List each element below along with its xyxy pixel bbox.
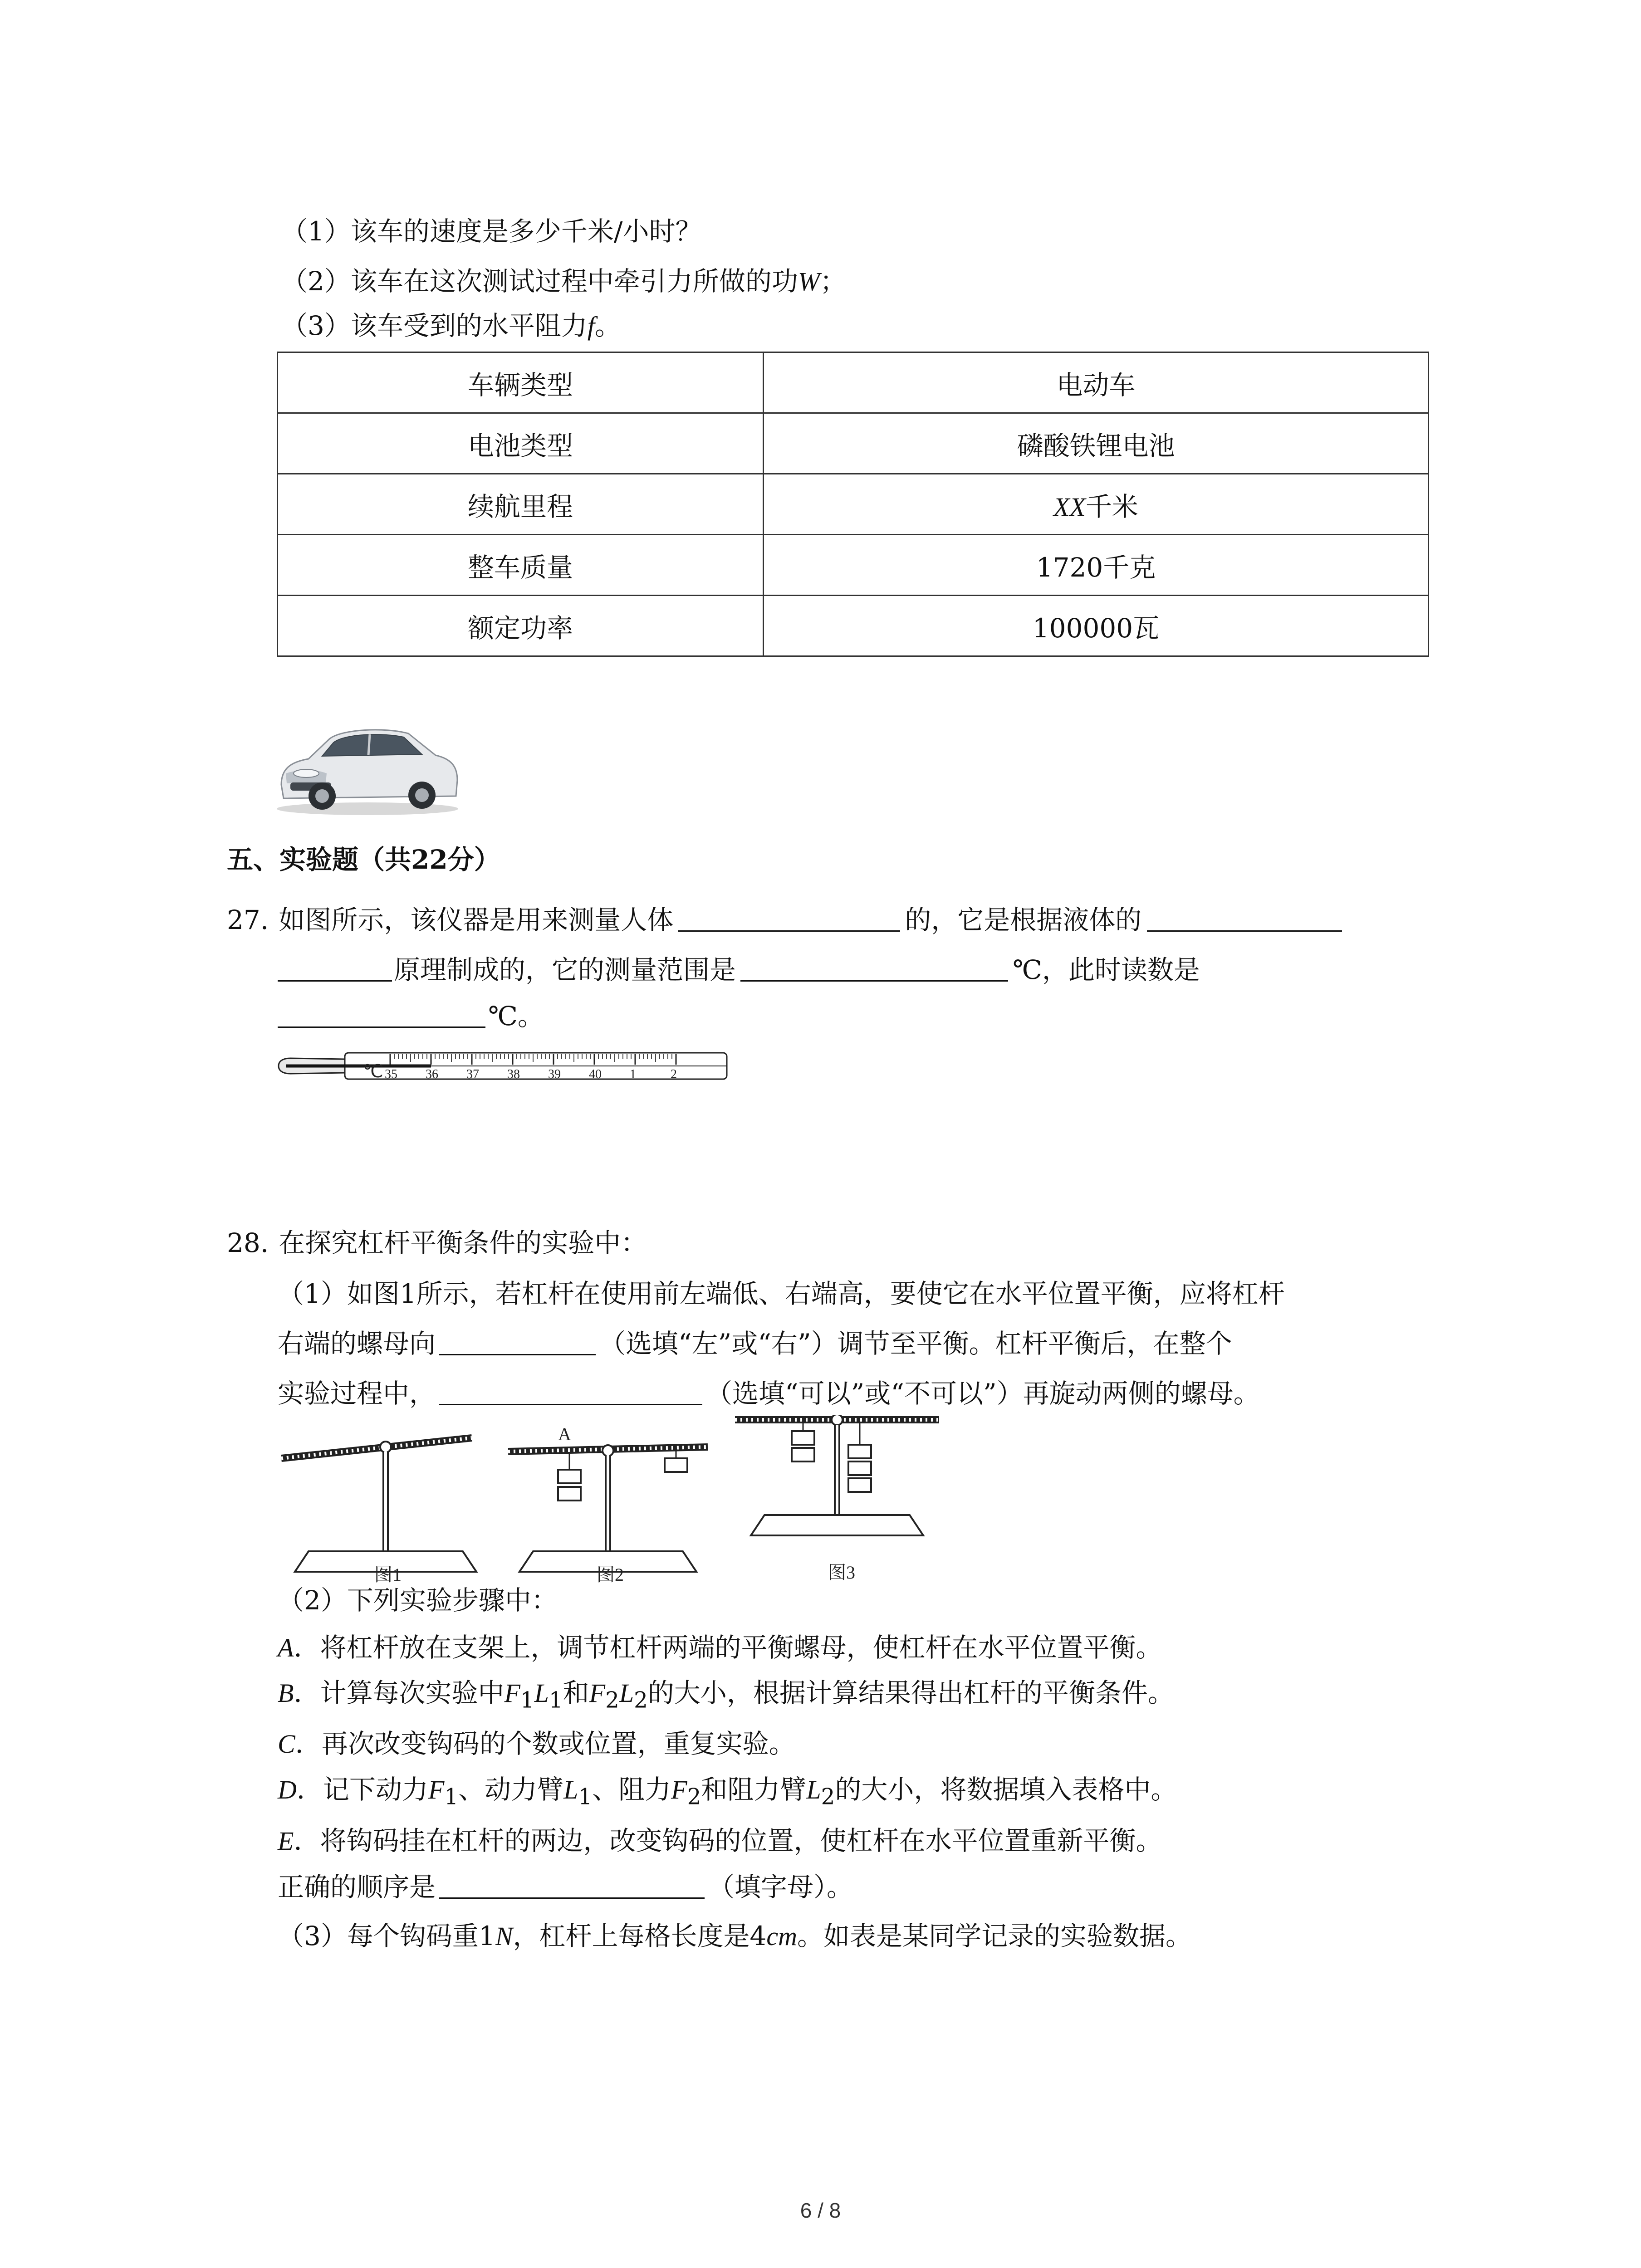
thermometer-tick-label: 35 (385, 1067, 397, 1081)
figure-2 (508, 1424, 708, 1583)
step-d: D．记下动力$F_1$、动力臂$L_1$、阻力$F_2$和阻力臂$L_2$的大小，将数据填入表格中。 (278, 1774, 1177, 1810)
figure-1-caption: 图1 (374, 1564, 402, 1583)
figure-2-caption: 图2 (597, 1564, 624, 1583)
spec-label: 整车质量 (278, 535, 764, 596)
table-row (278, 596, 1429, 656)
spec-value: 电动车 (764, 352, 1429, 413)
q27-line-3: ℃。 (278, 998, 544, 1034)
spec-value: 磷酸铁锂电池 (764, 413, 1429, 474)
answer-blank[interactable] (439, 1378, 702, 1405)
spec-value: 1720千克 (764, 535, 1429, 596)
step-c: C．再次改变钩码的个数或位置，重复实验。 (278, 1728, 795, 1759)
page-number: 6 / 8 (800, 2199, 841, 2222)
q28-part1-line1: （1）如图1所示，若杠杆在使用前左端低、右端高，要使它在水平位置平衡，应将杠杆 (278, 1278, 1285, 1309)
table-row (278, 413, 1429, 474)
spec-label: 续航里程 (278, 474, 764, 535)
q28-part3: （3）每个钩码重1N，杠杆上每格长度是4cm。如表是某同学记录的实验数据。 (278, 1921, 1192, 1951)
question-3: （3）该车受到的水平阻力f。 (281, 310, 622, 341)
spec-value: 100000瓦 (764, 596, 1429, 656)
spec-value: XX千米 (764, 474, 1429, 535)
question-number: 28. (227, 1227, 269, 1258)
table-row (278, 474, 1429, 535)
q28-part1-line2: 右端的螺母向 （选填“左”或“右”）调节至平衡。杠杆平衡后，在整个 (278, 1328, 1232, 1359)
q28-part2: （2）下列实验步骤中： (278, 1585, 558, 1616)
thermometer-tick-label: 2 (671, 1067, 677, 1081)
answer-blank[interactable] (439, 1329, 596, 1355)
lever-figures (272, 1415, 953, 1583)
step-b: B．计算每次实验中$F_1L_1$和$F_2L_2$的大小，根据计算结果得出杠杆的平衡条件。 (278, 1677, 1174, 1713)
thermometer-tick-label: 1 (630, 1067, 636, 1081)
q27-line-2: 原理制成的，它的测量范围是 ℃，此时读数是 (278, 952, 1200, 988)
thermometer-unit: ℃ (363, 1061, 383, 1081)
question-number: 27. (227, 904, 269, 935)
figure-1 (281, 1438, 476, 1583)
thermometer-tick-label: 37 (466, 1067, 479, 1081)
q28-line-intro: 28. 在探究杠杆平衡条件的实验中： (227, 1227, 647, 1258)
answer-blank[interactable] (740, 955, 1008, 982)
step-a: A．将杠杆放在支架上，调节杠杆两端的平衡螺母，使杠杆在水平位置平衡。 (278, 1632, 1162, 1663)
thermometer-tick-label: 36 (426, 1067, 438, 1081)
table-row (278, 352, 1429, 413)
spec-label: 额定功率 (278, 596, 764, 656)
point-a-label: A (558, 1424, 571, 1444)
thermometer-tick-label: 38 (507, 1067, 520, 1081)
thermometer-tick-label: 39 (548, 1067, 561, 1081)
order-line: 正确的顺序是 （填字母）。 (278, 1872, 853, 1902)
step-e: E．将钩码挂在杠杆的两边，改变钩码的位置，使杠杆在水平位置重新平衡。 (278, 1825, 1162, 1856)
thermometer-tick-label: 40 (589, 1067, 602, 1081)
spec-label: 车辆类型 (278, 352, 764, 413)
figure-3 (735, 1415, 939, 1583)
spec-label: 电池类型 (278, 413, 764, 474)
q28-part1-line3: 实验过程中， （选填“可以”或“不可以”）再旋动两侧的螺母。 (278, 1378, 1260, 1409)
answer-blank[interactable] (1147, 905, 1342, 932)
answer-blank[interactable] (278, 955, 392, 982)
car-image (272, 705, 463, 819)
figure-3-caption: 图3 (828, 1562, 855, 1583)
answer-blank[interactable] (439, 1872, 705, 1899)
question-2: （2）该车在这次测试过程中牵引力所做的功W； (281, 266, 847, 297)
section-title: 五、实验题（共22分） (227, 844, 500, 875)
vehicle-spec-table (277, 352, 1429, 657)
q27-line-1: 27. 如图所示，该仪器是用来测量人体 的，它是根据液体的 (227, 902, 1342, 938)
table-row (278, 535, 1429, 596)
answer-blank[interactable] (678, 905, 900, 932)
answer-blank[interactable] (278, 1001, 485, 1028)
thermometer-image (277, 1050, 730, 1082)
question-1: （1）该车的速度是多少千米/小时？ (281, 216, 702, 247)
